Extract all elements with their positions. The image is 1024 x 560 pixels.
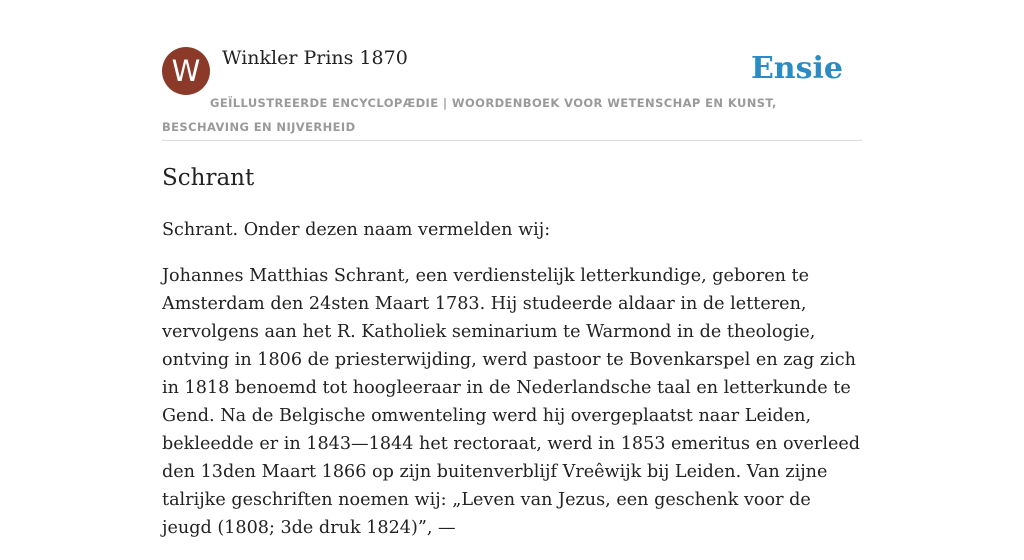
entry-content (162, 216, 864, 560)
source-subtitle: GEÏLLUSTREERDE ENCYCLOPÆDIE | WOORDENBOEK VOOR WETENSCHAP EN KUNST, BESCHAVING EN NIJVERHEID (162, 96, 777, 134)
entry-title: Schrant (162, 165, 255, 191)
ensie-logo[interactable]: Ensie (750, 51, 843, 86)
source-header (162, 46, 862, 141)
source-title[interactable]: Winkler Prins 1870 (222, 47, 408, 69)
source-avatar[interactable]: W (162, 47, 210, 95)
entry-paragraph-biography: Johannes Matthias Schrant, een verdienstelijk letterkundige, geboren te Amsterdam den 24sten Maart 1783. Hij studeerde aldaar in de letteren, vervolgens aan het R. Katholiek seminarium te Warmond in de theologie, ontving in 1806 de priesterwijding, werd pastoor te Bovenkarspel en zag zich in 1818 benoemd tot hoogleeraar in de Nederlandsche taal en letterkunde te Gend. Na de Belgische omwenteling werd hij overgeplaatst naar Leiden, bekleedde er in 1843—1844 het rectoraat, werd in 1853 emeritus en overleed den 13den Maart 1866 op zijn buitenverblijf Vreêwijk bij Leiden. Van zijne talrijke geschriften noemen wij: „Leven van Jezus, een geschenk voor de jeugd (1808; 3de druk 1824)”, — (162, 266, 861, 538)
entry-paragraph-intro: Schrant. Onder dezen naam vermelden wij: (162, 220, 551, 240)
